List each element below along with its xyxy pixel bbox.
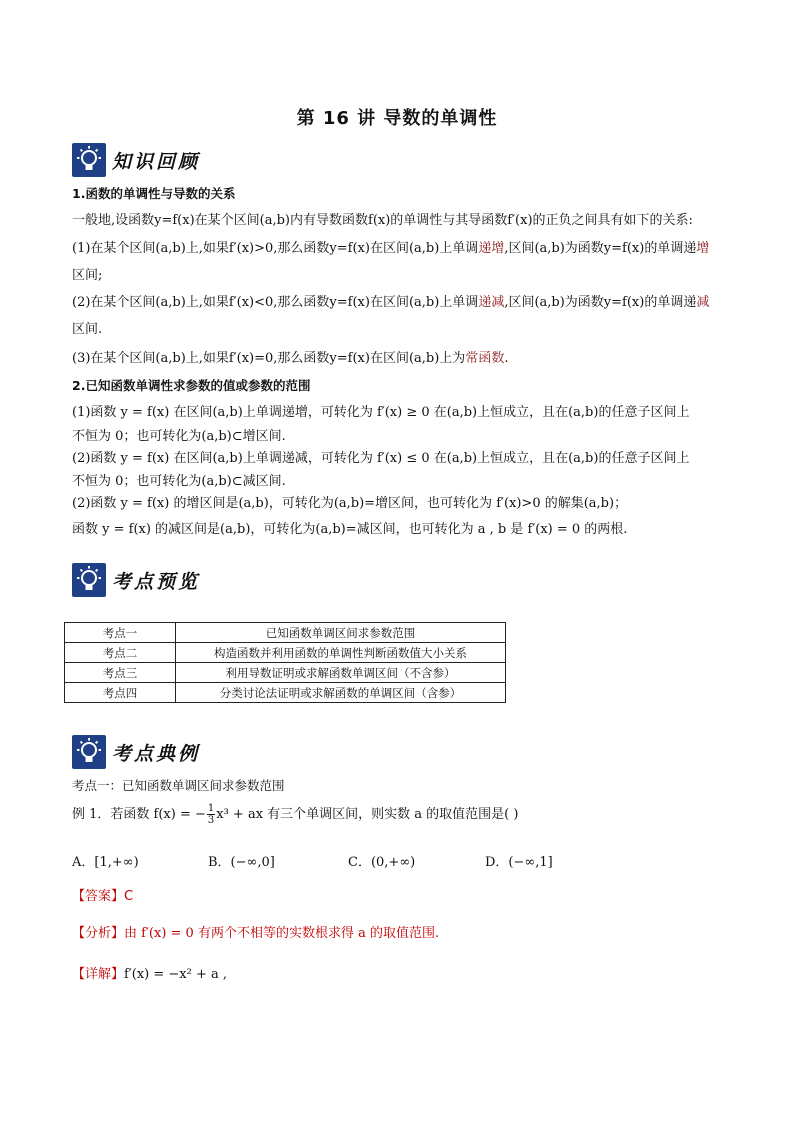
page-title: 第 16 讲 导数的单调性	[296, 108, 498, 129]
table-cell: 已知函数单调区间求参数范围	[176, 623, 506, 643]
table-cell: 构造函数并利用函数的单调性判断函数值大小关系	[176, 643, 506, 663]
text: ,区间(a,b)为函数y=f(x)的单调递	[504, 241, 697, 256]
table-row	[65, 623, 506, 643]
lightbulb-icon	[72, 735, 106, 769]
option-b: B．(−∞,0]	[208, 855, 275, 870]
table-cell: 分类讨论法证明或求解函数的单调区间（含参）	[176, 683, 506, 703]
table-cell: 考点二	[65, 643, 176, 663]
option-c: C．(0,+∞)	[348, 855, 416, 870]
section-header-preview	[72, 561, 200, 599]
section-title: 考点预览	[112, 570, 201, 593]
text: x³ + ax 有三个单调区间，则实数 a 的取值范围是( )	[216, 807, 519, 822]
example-topic: 考点一：已知函数单调区间求参数范围	[72, 778, 285, 793]
knowledge-heading-2: 2.已知函数单调性求参数的值或参数的范围	[72, 378, 311, 393]
highlight-text: 递增	[478, 241, 505, 256]
rule-2-line-1: (2)函数 y = f(x) 在区间(a,b)上单调递减，可转化为 f′(x) ≤ 0 在(a,b)上恒成立，且在(a,b)的任意子区间上	[72, 451, 690, 466]
fraction-denominator: 3	[207, 815, 215, 826]
rule-1-line-1: (1)函数 y = f(x) 在区间(a,b)上单调递增，可转化为 f′(x) ≥ 0 在(a,b)上恒成立，且在(a,b)的任意子区间上	[72, 405, 690, 420]
section-title: 知识回顾	[112, 150, 201, 173]
analysis-text: 由 f′(x) = 0 有两个不相等的实数根求得 a 的取值范围.	[124, 926, 440, 941]
text: (2)在某个区间(a,b)上,如果f′(x)<0,那么函数y=f(x)在区间(a,b)上单调	[72, 295, 479, 310]
text: (3)在某个区间(a,b)上,如果f′(x)=0,那么函数y=f(x)在区间(a,b)上为	[72, 351, 466, 366]
table-row	[65, 663, 506, 683]
rule-4: 函数 y = f(x) 的减区间是(a,b)，可转化为(a,b)=减区间，也可转化为 a , b 是 f′(x) = 0 的两根.	[72, 522, 628, 537]
topics-table	[64, 622, 506, 703]
knowledge-item-3	[72, 350, 724, 368]
answer-value: C	[124, 889, 134, 904]
table-row	[65, 643, 506, 663]
table-cell: 考点一	[65, 623, 176, 643]
detail-line	[72, 966, 724, 984]
highlight-text: 增	[696, 241, 710, 256]
text: ,区间(a,b)为函数y=f(x)的单调递	[504, 295, 697, 310]
lightbulb-icon	[72, 143, 106, 177]
table-cell: 考点四	[65, 683, 176, 703]
rule-1-line-2: 不恒为 0；也可转化为(a,b)⊂增区间.	[72, 429, 286, 444]
highlight-text: 递减	[478, 295, 505, 310]
rule-3: (2)函数 y = f(x) 的增区间是(a,b)，可转化为(a,b)=增区间，也可转化为 f′(x)>0 的解集(a,b)；	[72, 496, 628, 511]
knowledge-heading-1: 1.函数的单调性与导数的关系	[72, 186, 236, 201]
highlight-text: 减	[696, 295, 710, 310]
knowledge-item-1	[72, 240, 724, 258]
section-title: 考点典例	[112, 742, 201, 765]
answer-tag: 【答案】	[72, 889, 125, 904]
option-d: D．(−∞,1]	[485, 855, 553, 870]
text: 例 1．若函数 f(x) = −	[72, 807, 206, 822]
highlight-text: 常函数	[465, 351, 505, 366]
knowledge-paragraph: 一般地,设函数y=f(x)在某个区间(a,b)内有导数函数f(x)的单调性与其导函数f′(x)的正负之间具有如下的关系:	[72, 213, 693, 228]
knowledge-item-2-cont: 区间.	[72, 322, 103, 337]
example-question	[72, 802, 724, 828]
table-cell: 利用导数证明或求解函数单调区间（不含参）	[176, 663, 506, 683]
table-row	[65, 683, 506, 703]
analysis-tag: 【分析】	[72, 926, 125, 941]
answer-line	[72, 888, 724, 906]
rule-2-line-2: 不恒为 0；也可转化为(a,b)⊂减区间.	[72, 474, 286, 489]
fraction-numerator: 1	[207, 803, 215, 814]
section-header-knowledge	[72, 141, 200, 179]
option-a: A．[1,+∞)	[72, 855, 139, 870]
detail-text: f′(x) = −x² + a ,	[124, 967, 228, 982]
knowledge-item-2	[72, 294, 724, 312]
detail-tag: 【详解】	[72, 967, 125, 982]
fraction	[207, 803, 215, 826]
text: (1)在某个区间(a,b)上,如果f′(x)>0,那么函数y=f(x)在区间(a,b)上单调	[72, 241, 479, 256]
table-cell: 考点三	[65, 663, 176, 683]
lightbulb-icon	[72, 563, 106, 597]
text: .	[504, 351, 509, 366]
analysis-line	[72, 925, 724, 943]
knowledge-item-1-cont: 区间;	[72, 268, 103, 283]
section-header-examples	[72, 733, 200, 771]
